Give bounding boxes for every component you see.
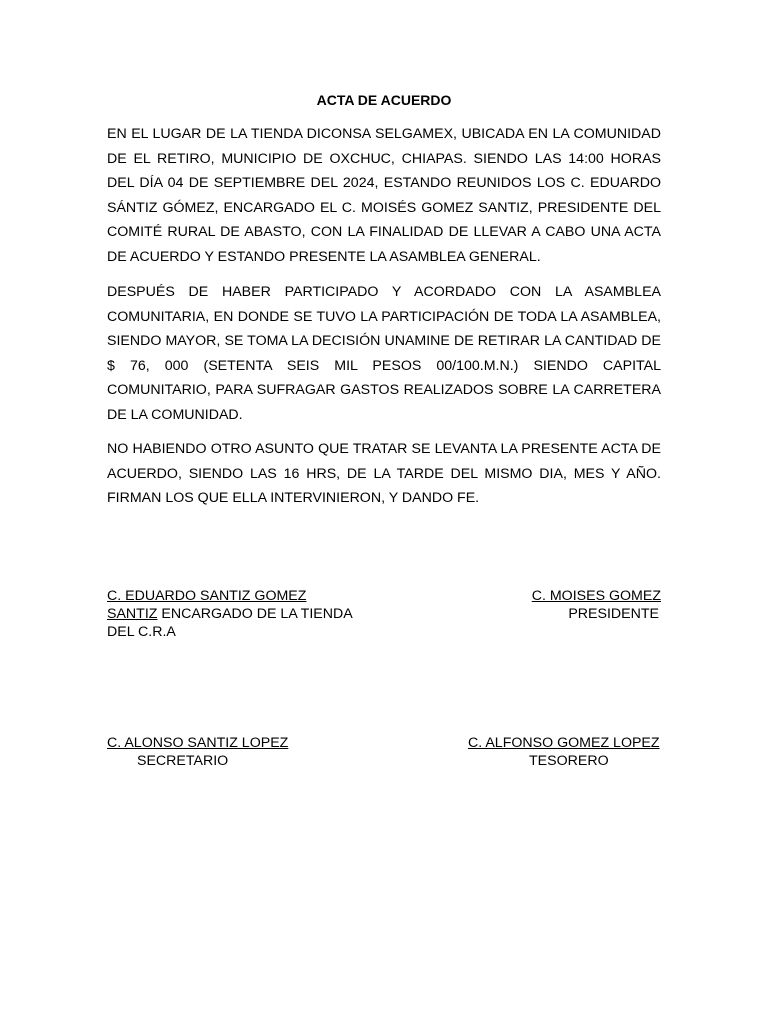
signature-presidente-name: C. MOISES GOMEZ	[531, 588, 661, 604]
signature-encargado	[107, 587, 367, 641]
signature-tesorero	[440, 734, 670, 770]
signature-encargado-role: ENCARGADO DE LA TIENDA	[157, 606, 353, 622]
paragraph-closing: NO HABIENDO OTRO ASUNTO QUE TRATAR SE LEVANTA LA PRESENTE ACTA DE ACUERDO, SIENDO LAS 16 HRS, DE LA TARDE DEL MISMO DIA, MES Y AÑO. FIRMAN LOS QUE ELLA INTERVINIERON, Y DANDO FE.	[107, 441, 661, 506]
paragraph-intro: EN EL LUGAR DE LA TIENDA DICONSA SELGAMEX, UBICADA EN LA COMUNIDAD DE EL RETIRO, MUNICIPIO DE OXCHUC, CHIAPAS. SIENDO LAS 14:00 HORAS DEL DÍA 04 DE SEPTIEMBRE DEL 2024, ESTANDO REUNIDOS LOS C. EDUARDO SÁNTIZ GÓMEZ, ENCARGADO EL C. MOISÉS GOMEZ SANTIZ, PRESIDENTE DEL COMITÉ RURAL DE ABASTO, CON LA FINALIDAD DE LLEVAR A CABO UNA ACTA DE ACUERDO Y ESTANDO PRESENTE LA ASAMBLEA GENERAL.	[107, 126, 661, 265]
signature-tesorero-role: TESORERO	[529, 753, 609, 769]
signature-presidente	[480, 587, 661, 623]
signature-secretario-name: C. ALONSO SANTIZ LOPEZ	[107, 735, 289, 751]
signature-secretario-role: SECRETARIO	[137, 753, 229, 769]
signature-encargado-role-cont: DEL C.R.A	[107, 624, 176, 640]
signature-presidente-role: PRESIDENTE	[568, 606, 659, 622]
signature-secretario	[107, 734, 307, 770]
signature-encargado-name: C. EDUARDO SANTIZ GOMEZ	[107, 588, 307, 604]
signature-encargado-name-cont: SANTIZ	[107, 606, 158, 622]
document-title: ACTA DE ACUERDO	[316, 92, 452, 108]
paragraph-decision: DESPUÉS DE HABER PARTICIPADO Y ACORDADO CON LA ASAMBLEA COMUNITARIA, EN DONDE SE TUVO LA PARTICIPACIÓN DE TODA LA ASAMBLEA, SIENDO MAYOR, SE TOMA LA DECISIÓN UNAMINE DE RETIRAR LA CANTIDAD DE $ 76, 000 (SETENTA SEIS MIL PESOS 00/100.M.N.) SIENDO CAPITAL COMUNITARIO, PARA SUFRAGAR GASTOS REALIZADOS SOBRE LA CARRETERA DE LA COMUNIDAD.	[107, 284, 661, 423]
signature-tesorero-name: C. ALFONSO GOMEZ LOPEZ	[468, 735, 660, 751]
